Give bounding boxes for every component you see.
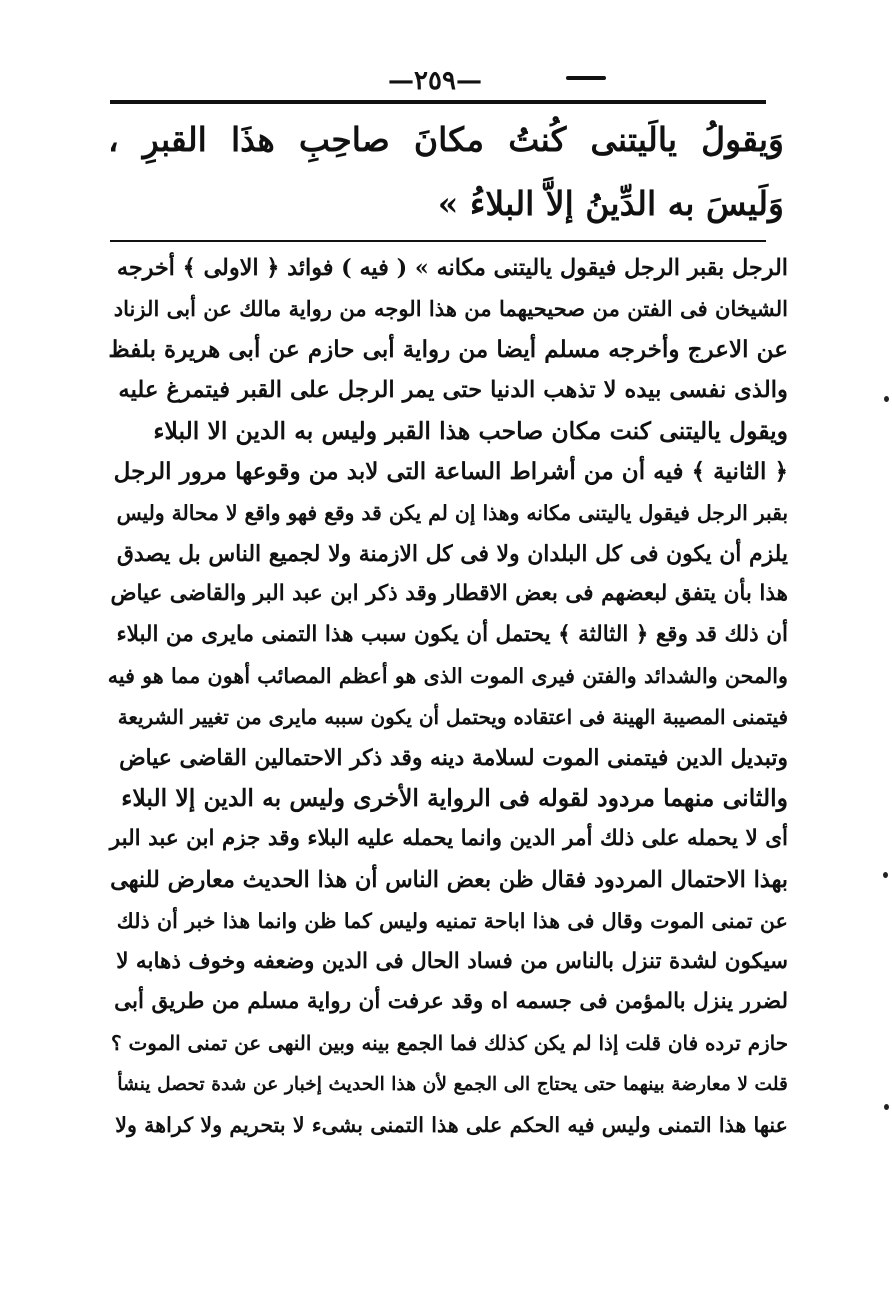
commentary-line: أن ذلك قد وقع ﴿ الثالثة ﴾ يحتمل أن يكون سبب هذا التمنى مايرى من البلاء bbox=[116, 622, 788, 648]
commentary-line: عنها هذا التمنى وليس فيه الحكم على هذا التمنى بشىء لا بتحريم ولا كراهة ولا bbox=[115, 1112, 788, 1137]
commentary-line: قلت لا معارضة بينهما حتى يحتاج الى الجمع لأن هذا الحديث إخبار عن شدة تحصل ينشأ bbox=[117, 1072, 788, 1095]
commentary-line: ويقول ياليتنى كنت مكان صاحب هذا القبر وليس به الدين الا البلاء bbox=[153, 417, 788, 446]
margin-speck bbox=[884, 1104, 889, 1110]
commentary-line: أى لا يحمله على ذلك أمر الدين وانما يحمله عليه البلاء وقد جزم ابن عبد البر bbox=[109, 826, 788, 852]
commentary-line: حازم ترده فان قلت إذا لم يكن كذلك فما الجمع بينه وبين النهى عن تمنى الموت ؟ bbox=[111, 1031, 788, 1056]
page-header bbox=[0, 62, 892, 102]
commentary-line: الشيخان فى الفتن من صحيحيهما من هذا الوجه من رواية مالك عن أبى الزناد bbox=[113, 295, 788, 321]
commentary-line: والثانى منهما مردود لقوله فى الرواية الأخرى وليس به الدين إلا البلاء bbox=[121, 784, 788, 813]
commentary-line: سيكون لشدة تنزل بالناس من فساد الحال فى الدين وضعفه وخوف ذهابه لا bbox=[116, 948, 788, 974]
margin-speck bbox=[884, 396, 889, 402]
commentary-line: هذا بأن يتفق لبعضهم فى بعض الاقطار وقد ذكر ابن عبد البر والقاضى عياض bbox=[110, 581, 788, 607]
commentary-line: لضرر ينزل بالمؤمن فى جسمه اه وقد عرفت أن رواية مسلم من طريق أبى bbox=[114, 989, 788, 1015]
margin-speck bbox=[883, 872, 888, 878]
header-rule bbox=[110, 100, 766, 104]
hadith-text: وَيقولُ يالَيتنى كُنتُ مكانَ صاحِبِ هذَا القبرِ ، وَلَيسَ به الدِّينُ إلاَّ البلاءُ » bbox=[108, 120, 784, 223]
commentary-line: بقبر الرجل فيقول ياليتنى مكانه وهذا إن لم يكن قد وقع فهو واقع لا محالة وليس bbox=[116, 500, 788, 525]
commentary-line: يلزم أن يكون فى كل البلدان ولا فى كل الازمنة ولا لجميع الناس بل يصدق bbox=[116, 540, 788, 567]
commentary-line: ﴿ الثانية ﴾ فيه أن من أشراط الساعة التى لابد من وقوعها مرور الرجل bbox=[113, 457, 788, 485]
commentary-line: عن الاعرج وأخرجه مسلم أيضا من رواية أبى حازم عن أبى هريرة بلفظ bbox=[108, 335, 788, 363]
header-ornament-dash bbox=[566, 76, 606, 80]
commentary-line: فيتمنى المصيبة الهينة فى اعتقاده ويحتمل أن يكون سببه مايرى من تغيير الشريعة bbox=[117, 704, 788, 729]
commentary-line: والمحن والشدائد والفتن فيرى الموت الذى هو أعظم المصائب أهون مما هو فيه bbox=[108, 663, 788, 688]
page-number: —٢٥٩— bbox=[388, 66, 482, 96]
commentary-line: والذى نفسى بيده لا تذهب الدنيا حتى يمر الرجل على القبر فيتمرغ عليه bbox=[118, 377, 788, 404]
commentary-text bbox=[108, 248, 788, 1146]
commentary-line: عن تمنى الموت وقال فى هذا اباحة تمنيه وليس كما ظن وانما هذا خبر أن ذلك bbox=[116, 908, 788, 933]
commentary-line: الرجل بقبر الرجل فيقول ياليتنى مكانه » ( فيه ) فوائد ﴿ الاولى ﴾ أخرجه bbox=[116, 255, 788, 281]
commentary-line: وتبديل الدين فيتمنى الموت لسلامة دينه وقد ذكر الاحتمالين القاضى عياض bbox=[119, 744, 788, 771]
commentary-line: بهذا الاحتمال المردود فقال ظن بعض الناس أن هذا الحديث معارض للنهى bbox=[110, 866, 788, 893]
footnote-separator-rule bbox=[110, 240, 766, 242]
